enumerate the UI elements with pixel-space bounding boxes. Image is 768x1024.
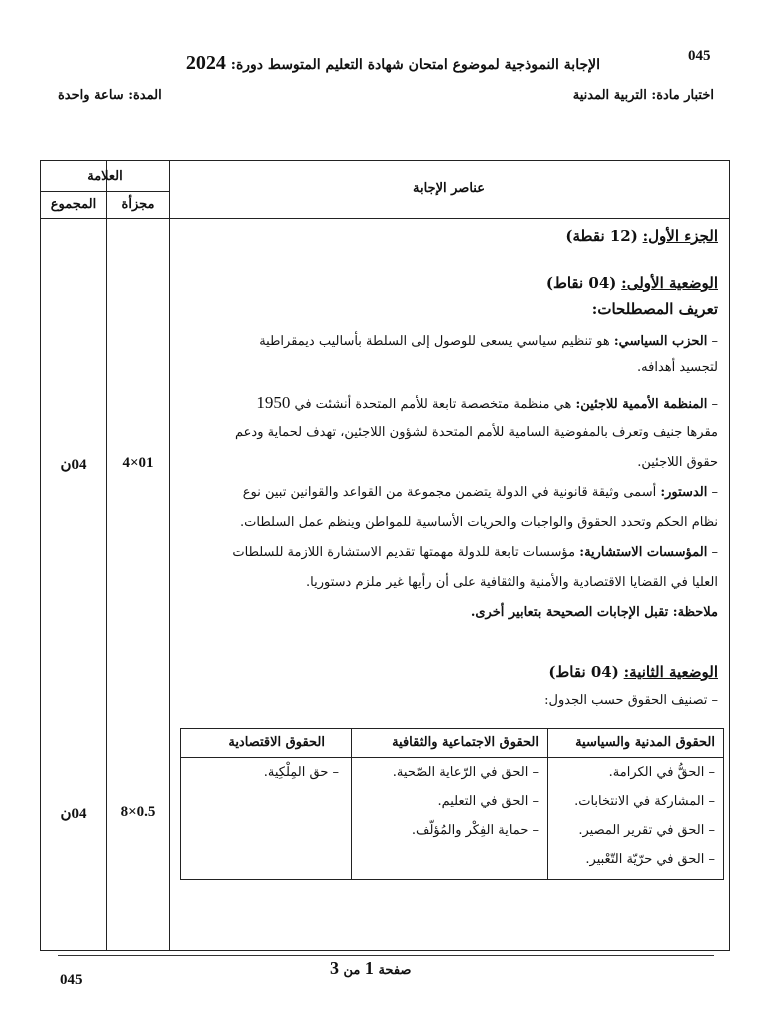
term4-line2: العليا في القضايا الاقتصادية والأمنية والثقافية على أن رأيها غير ملزم دستوريا. [306, 575, 718, 590]
exam-code-bottom: 045 [60, 972, 83, 988]
social-cultural-header: الحقوق الاجتماعية والثقافية [392, 735, 539, 750]
civil-item-4: – الحق في حرّيّة التّعْبير. [585, 852, 715, 867]
header-row-divider [41, 218, 729, 219]
term1-line1: – الحزب السياسي: هو تنظيم سياسي يسعى للوصول إلى السلطة بأساليب ديمقراطية [259, 334, 718, 349]
civil-item-1: – الحقُّ في الكرامة. [608, 765, 715, 780]
document-title [180, 52, 600, 75]
situation1-partial-mark: 4×01 [122, 455, 154, 471]
footer-divider [58, 955, 714, 956]
term1-line2: لتجسيد أهدافه. [637, 360, 718, 375]
page-prefix: صفحة [378, 963, 412, 978]
part1-points: (12 نقطة) [565, 227, 638, 245]
term4-name: المؤسسات الاستشارية: [579, 545, 708, 560]
term2-line2: مقرها جنيف وتعرف بالمفوضية السامية للأمم المتحدة لشؤون اللاجئين، تهدف لحماية ودعم [235, 425, 718, 440]
page-total: 3 [330, 958, 339, 978]
situation2-total-mark: 04ن [60, 806, 87, 822]
mark-header-divider [41, 191, 169, 192]
civil-item-3: – الحق في تقرير المصير. [578, 823, 715, 838]
rights-col-divider-1 [547, 729, 548, 879]
title-text: الإجابة النموذجية لموضوع امتحان شهادة التعليم المتوسط دورة: [230, 57, 600, 73]
term2-text1: هي منظمة متخصصة تابعة للأمم المتحدة أنشئت في [294, 397, 572, 412]
page-number [330, 958, 411, 979]
situation2-task: – تصنيف الحقوق حسب الجدول: [544, 693, 718, 708]
note-text: تقبل الإجابات الصحيحة بتعابير أخرى. [470, 605, 669, 620]
term2-year: 1950 [256, 393, 291, 412]
mark-column-header: العلامة [87, 169, 123, 184]
exam-year: 2024 [185, 52, 226, 74]
social-item-2: – الحق في التعليم. [437, 794, 539, 809]
situation1-heading [166, 273, 718, 294]
col-divider-total [106, 161, 107, 950]
term3-text1: أسمى وثيقة قانونية في الدولة يتضمن مجموعة من القواعد والقوانين تبين نوع [242, 485, 657, 500]
partial-column-header: مجزأة [121, 197, 155, 212]
situation2-heading [166, 662, 718, 683]
situation1-total-mark: 04ن [60, 457, 87, 473]
term2-name: المنظمة الأممية للاجئين: [575, 397, 708, 412]
exam-code-top: 045 [688, 48, 711, 64]
situation1-points: (04 نقاط) [545, 274, 617, 292]
subject-label: اختبار مادة: التربية المدنية [572, 88, 714, 103]
social-item-1: – الحق في الرّعاية الصّحية. [392, 765, 539, 780]
term2-line3: حقوق اللاجئين. [637, 455, 718, 470]
total-column-header: المجموع [50, 197, 97, 212]
term3-line1: – الدستور: أسمى وثيقة قانونية في الدولة يتضمن مجموعة من القواعد والقوانين تبين نوع [242, 485, 718, 500]
answer-column-header: عناصر الإجابة [413, 181, 485, 196]
term1-text1: هو تنظيم سياسي يسعى للوصول إلى السلطة بأساليب ديمقراطية [259, 334, 610, 349]
term3-name: الدستور: [660, 485, 708, 500]
rights-header-divider [181, 757, 723, 758]
rights-table [180, 728, 724, 880]
social-item-3: – حماية الفِكْر والمُؤلّف. [411, 823, 539, 838]
term2-line1: – المنظمة الأممية للاجئين: هي منظمة متخصصة تابعة للأمم المتحدة أنشئت في 1950 [256, 393, 718, 412]
term4-text1: مؤسسات تابعة للدولة مهمتها تقديم الاستشارة اللازمة للسلطات [232, 545, 576, 560]
rights-col-divider-2 [351, 729, 352, 879]
page-current: 1 [364, 958, 374, 978]
note-line [166, 602, 718, 623]
civil-political-header: الحقوق المدنية والسياسية [575, 735, 715, 750]
term3-line2: نظام الحكم وتحدد الحقوق والواجبات والحريات الأساسية للمواطن وينظم عمل السلطات. [240, 515, 718, 530]
economic-item-1: – حق المِلْكِية. [263, 765, 339, 780]
term4-line1: – المؤسسات الاستشارية: مؤسسات تابعة للدولة مهمتها تقديم الاستشارة اللازمة للسلطات [232, 545, 718, 560]
situation1-task: تعريف المصطلحات: [591, 300, 718, 318]
civil-item-2: – المشاركة في الانتخابات. [574, 794, 715, 809]
part1-title: الجزء الأول: [642, 227, 718, 245]
page-of: من [343, 963, 361, 978]
part1-heading [166, 226, 718, 247]
situation2-title: الوضعية الثانية: [623, 663, 718, 681]
duration-label: المدة: ساعة واحدة [58, 88, 162, 103]
situation2-points: (04 نقاط) [548, 663, 619, 681]
situation1-title: الوضعية الأولى: [621, 274, 718, 292]
note-label: ملاحظة: [672, 605, 718, 620]
term1-name: الحزب السياسي: [613, 334, 708, 349]
situation2-partial-mark: 8×0.5 [120, 804, 156, 820]
economic-header: الحقوق الاقتصادية [228, 735, 325, 750]
